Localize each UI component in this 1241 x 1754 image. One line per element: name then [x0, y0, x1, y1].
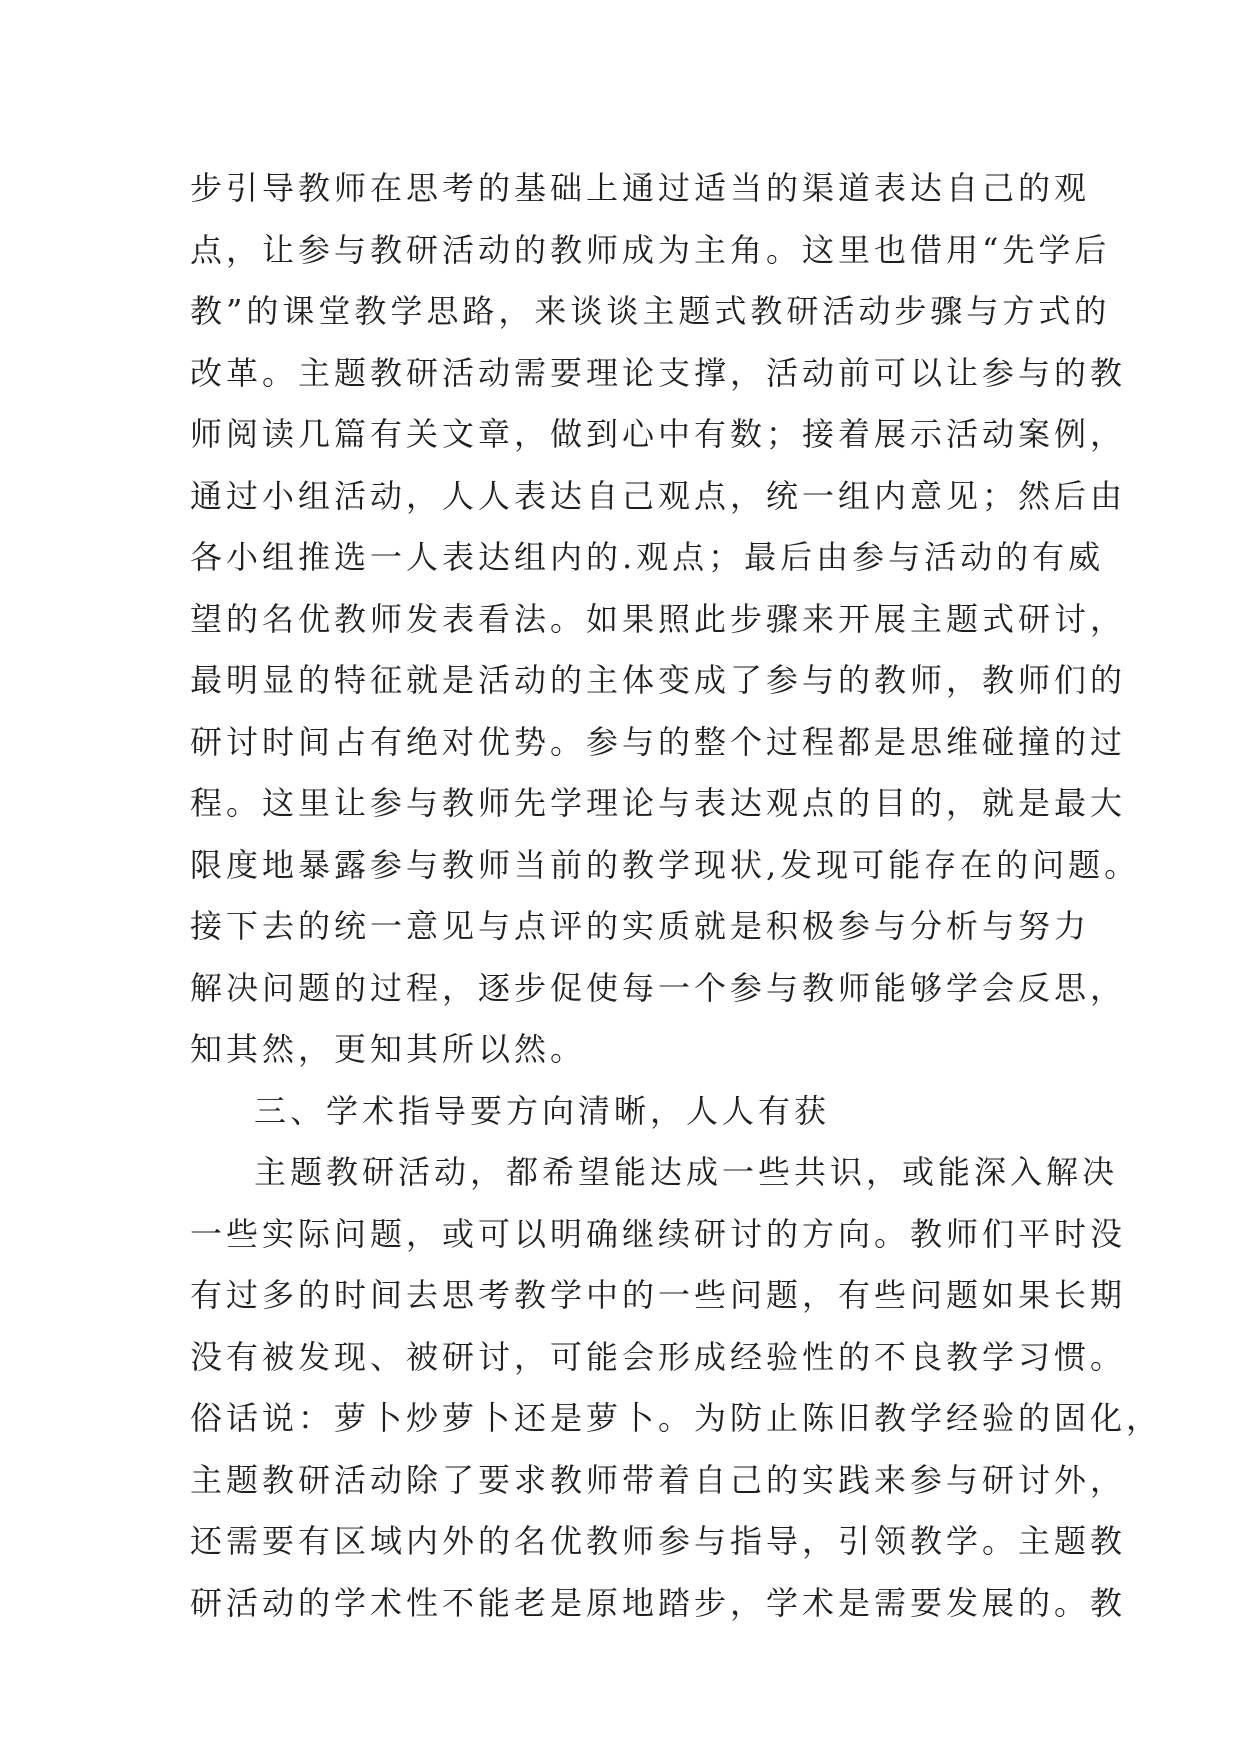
text-line: 步引导教师在思考的基础上通过适当的渠道表达自己的观 [190, 169, 1091, 207]
text-line: 改革。主题教研活动需要理论支撑，活动前可以让参与的教 [190, 353, 1127, 392]
paragraph-end-line: 知其然，更知其所以然。 [190, 1030, 587, 1068]
text-line: 还需要有区域内外的名优教师参与指导，引领教学。主题教 [190, 1522, 1127, 1560]
paragraph-first-line: 主题教研活动，都希望能达成一些共识，或能深入解决 [254, 1153, 1119, 1191]
text-line: 教”的课堂教学思路，来谈谈主题式教研活动步骤与方式的 [190, 292, 1111, 330]
text-line: 没有被发现、被研讨，可能会形成经验性的不良教学习惯。 [190, 1337, 1127, 1376]
text-line: 望的名优教师发表看法。如果照此步骤来开展主题式研讨， [190, 599, 1127, 638]
text-line: 最明显的特征就是活动的主体变成了参与的教师，教师们的 [190, 661, 1127, 699]
text-line: 程。这里让参与教师先学理论与表达观点的目的，就是最大 [190, 784, 1127, 822]
text-line: 一些实际问题，或可以明确继续研讨的方向。教师们平时没 [190, 1214, 1127, 1253]
text-line: 接下去的统一意见与点评的实质就是积极参与分析与努力 [190, 907, 1091, 945]
text-line: 有过多的时间去思考教学中的一些问题，有些问题如果长期 [190, 1276, 1127, 1314]
text-line: 俗话说：萝卜炒萝卜还是萝卜。为防止陈旧教学经验的固化， [190, 1399, 1163, 1437]
text-line: 解决问题的过程，逐步促使每一个参与教师能够学会反思， [190, 968, 1127, 1007]
text-line: 主题教研活动除了要求教师带着自己的实践来参与研讨外， [190, 1460, 1127, 1499]
section-heading: 三、学术指导要方向清晰，人人有获 [254, 1091, 831, 1130]
text-line: 通过小组活动，人人表达自己观点，统一组内意见；然后由 [190, 476, 1127, 515]
text-line: 点，让参与教研活动的教师成为主角。这里也借用“先学后 [190, 230, 1111, 269]
text-line: 研活动的学术性不能老是原地踏步，学术是需要发展的。教 [190, 1583, 1127, 1622]
text-line: 师阅读几篇有关文章，做到心中有数；接着展示活动案例， [190, 415, 1127, 453]
text-line: 各小组推选一人表达组内的.观点；最后由参与活动的有威 [190, 538, 1105, 576]
body-text [190, 158, 1163, 1634]
text-line: 研讨时间占有绝对优势。参与的整个过程都是思维碰撞的过 [190, 722, 1127, 761]
text-line: 限度地暴露参与教师当前的教学现状,发现可能存在的问题。 [190, 845, 1141, 884]
